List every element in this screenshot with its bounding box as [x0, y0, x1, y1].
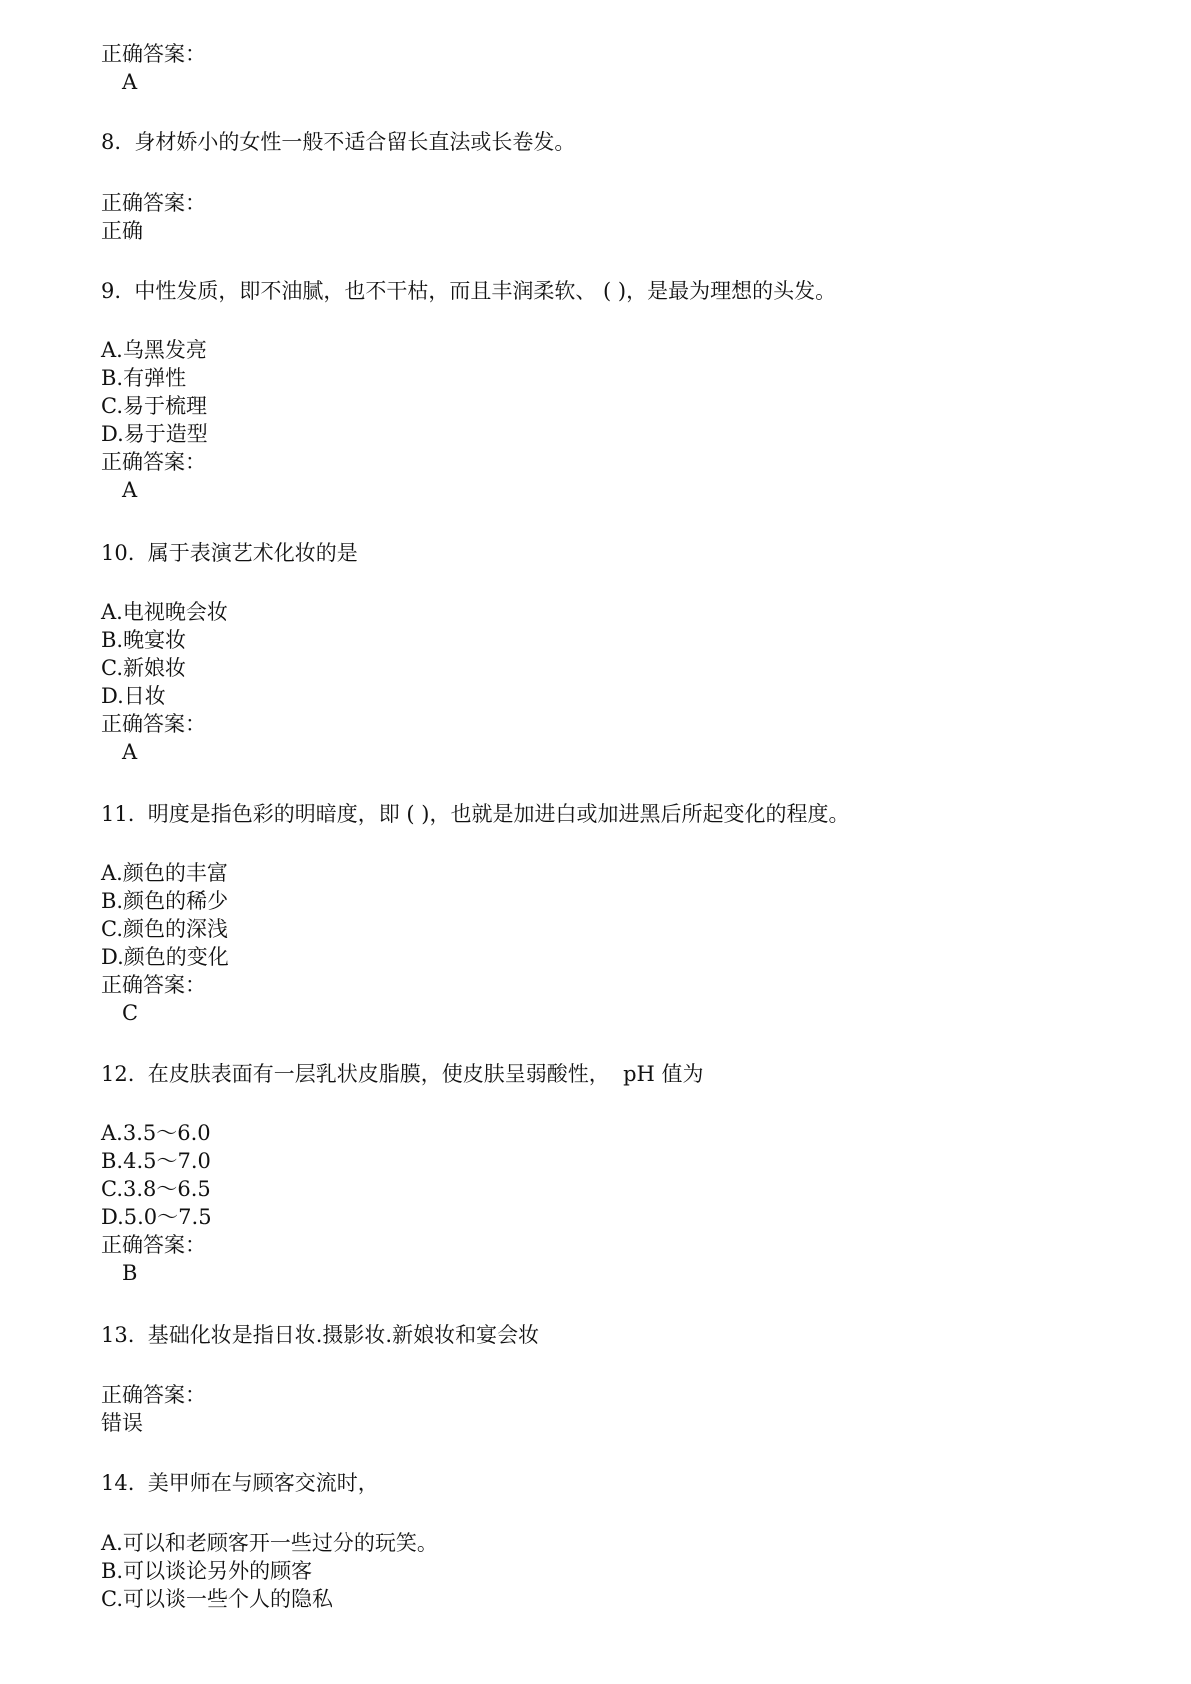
option-c: C.新娘妆: [101, 656, 186, 680]
option-d: D.5.0～7.5: [101, 1205, 212, 1229]
option-b: B.颜色的稀少: [101, 889, 229, 913]
option-a: A.乌黑发亮: [101, 338, 207, 362]
option-b: B.有弹性: [101, 366, 187, 390]
answer-label: 正确答案：: [101, 1383, 206, 1407]
option-b: B.晚宴妆: [101, 628, 187, 652]
answer-label: 正确答案：: [101, 1233, 206, 1257]
option-a: A.可以和老顾客开一些过分的玩笑。: [101, 1531, 438, 1555]
option-c: C.易于梳理: [101, 394, 207, 418]
question-text: 12. 在皮肤表面有一层乳状皮脂膜，使皮肤呈弱酸性， pH 值为: [101, 1062, 704, 1086]
question-text: 14. 美甲师在与顾客交流时，: [101, 1471, 379, 1495]
answer-value: 错误: [101, 1411, 143, 1435]
answer-label: 正确答案：: [101, 712, 206, 736]
option-d: D.日妆: [101, 684, 166, 708]
option-c: C.可以谈一些个人的隐私: [101, 1587, 333, 1611]
answer-label: 正确答案：: [101, 42, 206, 66]
question-text: 8. 身材娇小的女性一般不适合留长直法或长卷发。: [101, 130, 576, 154]
answer-value: C: [122, 1001, 139, 1025]
answer-label: 正确答案：: [101, 191, 206, 215]
option-a: A.颜色的丰富: [101, 861, 228, 885]
answer-value: 正确: [101, 219, 143, 243]
option-c: C.颜色的深浅: [101, 917, 228, 941]
option-a: A.3.5～6.0: [101, 1121, 211, 1145]
option-c: C.3.8～6.5: [101, 1177, 211, 1201]
answer-label: 正确答案：: [101, 450, 206, 474]
question-text: 10. 属于表演艺术化妆的是: [101, 541, 358, 565]
answer-label: 正确答案：: [101, 973, 206, 997]
option-b: B.可以谈论另外的顾客: [101, 1559, 313, 1583]
answer-value: A: [122, 478, 138, 502]
option-d: D.易于造型: [101, 422, 208, 446]
option-d: D.颜色的变化: [101, 945, 229, 969]
option-a: A.电视晚会妆: [101, 600, 228, 624]
answer-value: A: [122, 70, 138, 94]
question-text: 13. 基础化妆是指日妆.摄影妆.新娘妆和宴会妆: [101, 1323, 540, 1347]
question-text: 9. 中性发质，即不油腻，也不干枯，而且丰润柔软、 ( )，是最为理想的头发。: [101, 279, 837, 303]
answer-value: A: [122, 740, 138, 764]
option-b: B.4.5～7.0: [101, 1149, 211, 1173]
question-text: 11. 明度是指色彩的明暗度，即 ( )，也就是加进白或加进黑后所起变化的程度。: [101, 802, 850, 826]
answer-value: B: [122, 1261, 138, 1285]
